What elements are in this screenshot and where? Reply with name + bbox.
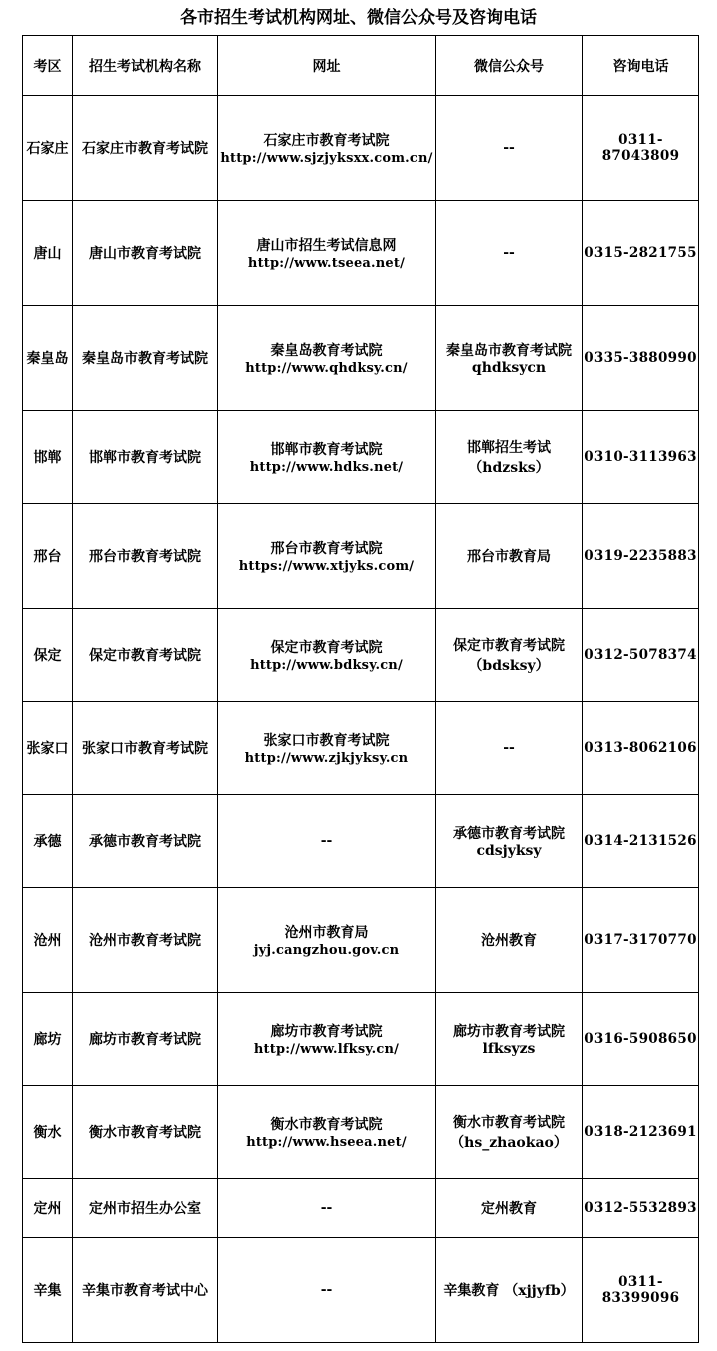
- region-cell: 保定: [23, 609, 73, 702]
- table-row: [23, 96, 699, 201]
- site-url[interactable]: http://www.tseea.net/: [247, 256, 406, 271]
- region-cell: 廊坊: [23, 993, 73, 1086]
- table-row: [23, 306, 699, 411]
- table-row: [23, 888, 699, 993]
- wechat-name: 沧州教育: [481, 933, 537, 949]
- institution-cell: 石家庄市教育考试院: [73, 96, 218, 201]
- wechat-cell: [436, 504, 583, 609]
- wechat-cell: [436, 888, 583, 993]
- table-row: [23, 609, 699, 702]
- site-name: 邯郸市教育考试院: [270, 442, 383, 458]
- wechat-id: （hs_zhaokao）: [450, 1135, 568, 1151]
- site-name: 唐山市招生考试信息网: [256, 238, 397, 254]
- phone-cell: 0319-2235883: [583, 504, 699, 609]
- institution-cell: 唐山市教育考试院: [73, 201, 218, 306]
- site-name: --: [320, 1282, 333, 1298]
- wechat-name: 邢台市教育局: [467, 549, 551, 565]
- wechat-name: --: [503, 740, 515, 756]
- phone-cell: 0317-3170770: [583, 888, 699, 993]
- phone-cell: 0312-5532893: [583, 1179, 699, 1238]
- wechat-name: 衡水市教育考试院: [453, 1115, 565, 1131]
- phone-cell: 0310-3113963: [583, 411, 699, 504]
- wechat-id: qhdksycn: [471, 360, 547, 376]
- institution-cell: 保定市教育考试院: [73, 609, 218, 702]
- region-cell: 衡水: [23, 1086, 73, 1179]
- website-cell: [218, 1086, 436, 1179]
- website-cell: [218, 795, 436, 888]
- header-wechat: 微信公众号: [436, 36, 583, 96]
- site-url[interactable]: http://www.zjkjyksy.cn: [244, 751, 409, 766]
- institution-cell: 衡水市教育考试院: [73, 1086, 218, 1179]
- site-url[interactable]: http://www.bdksy.cn/: [250, 658, 403, 673]
- table-row: [23, 993, 699, 1086]
- wechat-cell: [436, 96, 583, 201]
- institution-cell: 辛集市教育考试中心: [73, 1238, 218, 1343]
- header-institution: 招生考试机构名称: [73, 36, 218, 96]
- website-cell: [218, 993, 436, 1086]
- table-row: [23, 201, 699, 306]
- region-cell: 秦皇岛: [23, 306, 73, 411]
- region-cell: 唐山: [23, 201, 73, 306]
- website-cell: [218, 201, 436, 306]
- region-cell: 邯郸: [23, 411, 73, 504]
- site-url[interactable]: http://www.sjzjyksxx.com.cn/: [220, 151, 433, 166]
- wechat-cell: [436, 1086, 583, 1179]
- phone-cell: 0311-87043809: [583, 96, 699, 201]
- phone-cell: 0314-2131526: [583, 795, 699, 888]
- wechat-cell: [436, 1179, 583, 1238]
- website-cell: [218, 306, 436, 411]
- site-url[interactable]: http://www.hdks.net/: [249, 460, 404, 475]
- wechat-id: cdsjyksy: [476, 843, 542, 859]
- region-cell: 承德: [23, 795, 73, 888]
- phone-cell: 0311-83399096: [583, 1238, 699, 1343]
- phone-cell: 0316-5908650: [583, 993, 699, 1086]
- contact-table: [22, 35, 699, 1343]
- header-phone: 咨询电话: [583, 36, 699, 96]
- site-url[interactable]: jyj.cangzhou.gov.cn: [253, 943, 400, 958]
- site-name: 邢台市教育考试院: [270, 541, 383, 557]
- wechat-name: 承德市教育考试院: [453, 826, 565, 842]
- table-row: [23, 795, 699, 888]
- website-cell: [218, 702, 436, 795]
- site-name: --: [320, 833, 333, 849]
- header-website: 网址: [218, 36, 436, 96]
- site-name: 秦皇岛教育考试院: [270, 343, 383, 359]
- institution-cell: 秦皇岛市教育考试院: [73, 306, 218, 411]
- website-cell: [218, 1179, 436, 1238]
- header-region: 考区: [23, 36, 73, 96]
- wechat-id: lfksyzs: [482, 1041, 536, 1057]
- institution-cell: 邯郸市教育考试院: [73, 411, 218, 504]
- website-cell: [218, 1238, 436, 1343]
- wechat-id: （bdsksy）: [468, 658, 550, 674]
- table-row: [23, 1086, 699, 1179]
- wechat-cell: [436, 993, 583, 1086]
- wechat-cell: [436, 306, 583, 411]
- wechat-id: （hdzsks）: [468, 460, 550, 476]
- region-cell: 辛集: [23, 1238, 73, 1343]
- region-cell: 石家庄: [23, 96, 73, 201]
- table-row: [23, 411, 699, 504]
- wechat-name: 保定市教育考试院: [453, 638, 565, 654]
- institution-cell: 定州市招生办公室: [73, 1179, 218, 1238]
- site-name: 沧州市教育局: [284, 925, 369, 941]
- phone-cell: 0335-3880990: [583, 306, 699, 411]
- wechat-name: 秦皇岛市教育考试院: [446, 343, 572, 359]
- table-row: [23, 1238, 699, 1343]
- wechat-cell: [436, 1238, 583, 1343]
- website-cell: [218, 504, 436, 609]
- institution-cell: 承德市教育考试院: [73, 795, 218, 888]
- site-url[interactable]: http://www.lfksy.cn/: [253, 1042, 400, 1057]
- institution-cell: 廊坊市教育考试院: [73, 993, 218, 1086]
- website-cell: [218, 888, 436, 993]
- site-name: --: [320, 1200, 333, 1216]
- table-row: [23, 1179, 699, 1238]
- site-url[interactable]: https://www.xtjyks.com/: [238, 559, 415, 574]
- phone-cell: 0318-2123691: [583, 1086, 699, 1179]
- website-cell: [218, 411, 436, 504]
- wechat-name: 辛集教育: [443, 1283, 500, 1299]
- wechat-cell: [436, 795, 583, 888]
- wechat-cell: [436, 702, 583, 795]
- wechat-id: （xjjyfb）: [504, 1283, 575, 1299]
- wechat-name: 邯郸招生考试: [467, 440, 551, 456]
- region-cell: 张家口: [23, 702, 73, 795]
- wechat-cell: [436, 609, 583, 702]
- site-name: 廊坊市教育考试院: [270, 1024, 383, 1040]
- region-cell: 邢台: [23, 504, 73, 609]
- wechat-name: 廊坊市教育考试院: [453, 1024, 565, 1040]
- header-row: [23, 36, 699, 96]
- site-name: 衡水市教育考试院: [270, 1117, 383, 1133]
- site-name: 张家口市教育考试院: [263, 733, 390, 749]
- table-row: [23, 702, 699, 795]
- website-cell: [218, 609, 436, 702]
- wechat-cell: [436, 201, 583, 306]
- phone-cell: 0312-5078374: [583, 609, 699, 702]
- table-row: [23, 504, 699, 609]
- phone-cell: 0313-8062106: [583, 702, 699, 795]
- wechat-name: --: [503, 245, 515, 261]
- region-cell: 沧州: [23, 888, 73, 993]
- page-title: 各市招生考试机构网址、微信公众号及咨询电话: [180, 8, 537, 28]
- phone-cell: 0315-2821755: [583, 201, 699, 306]
- wechat-name: 定州教育: [481, 1201, 537, 1217]
- region-cell: 定州: [23, 1179, 73, 1238]
- institution-cell: 张家口市教育考试院: [73, 702, 218, 795]
- wechat-name: --: [503, 140, 515, 156]
- institution-cell: 沧州市教育考试院: [73, 888, 218, 993]
- institution-cell: 邢台市教育考试院: [73, 504, 218, 609]
- site-url[interactable]: http://www.qhdksy.cn/: [245, 361, 408, 376]
- site-name: 保定市教育考试院: [270, 640, 383, 656]
- wechat-cell: [436, 411, 583, 504]
- website-cell: [218, 96, 436, 201]
- site-url[interactable]: http://www.hseea.net/: [246, 1135, 407, 1150]
- site-name: 石家庄市教育考试院: [263, 133, 390, 149]
